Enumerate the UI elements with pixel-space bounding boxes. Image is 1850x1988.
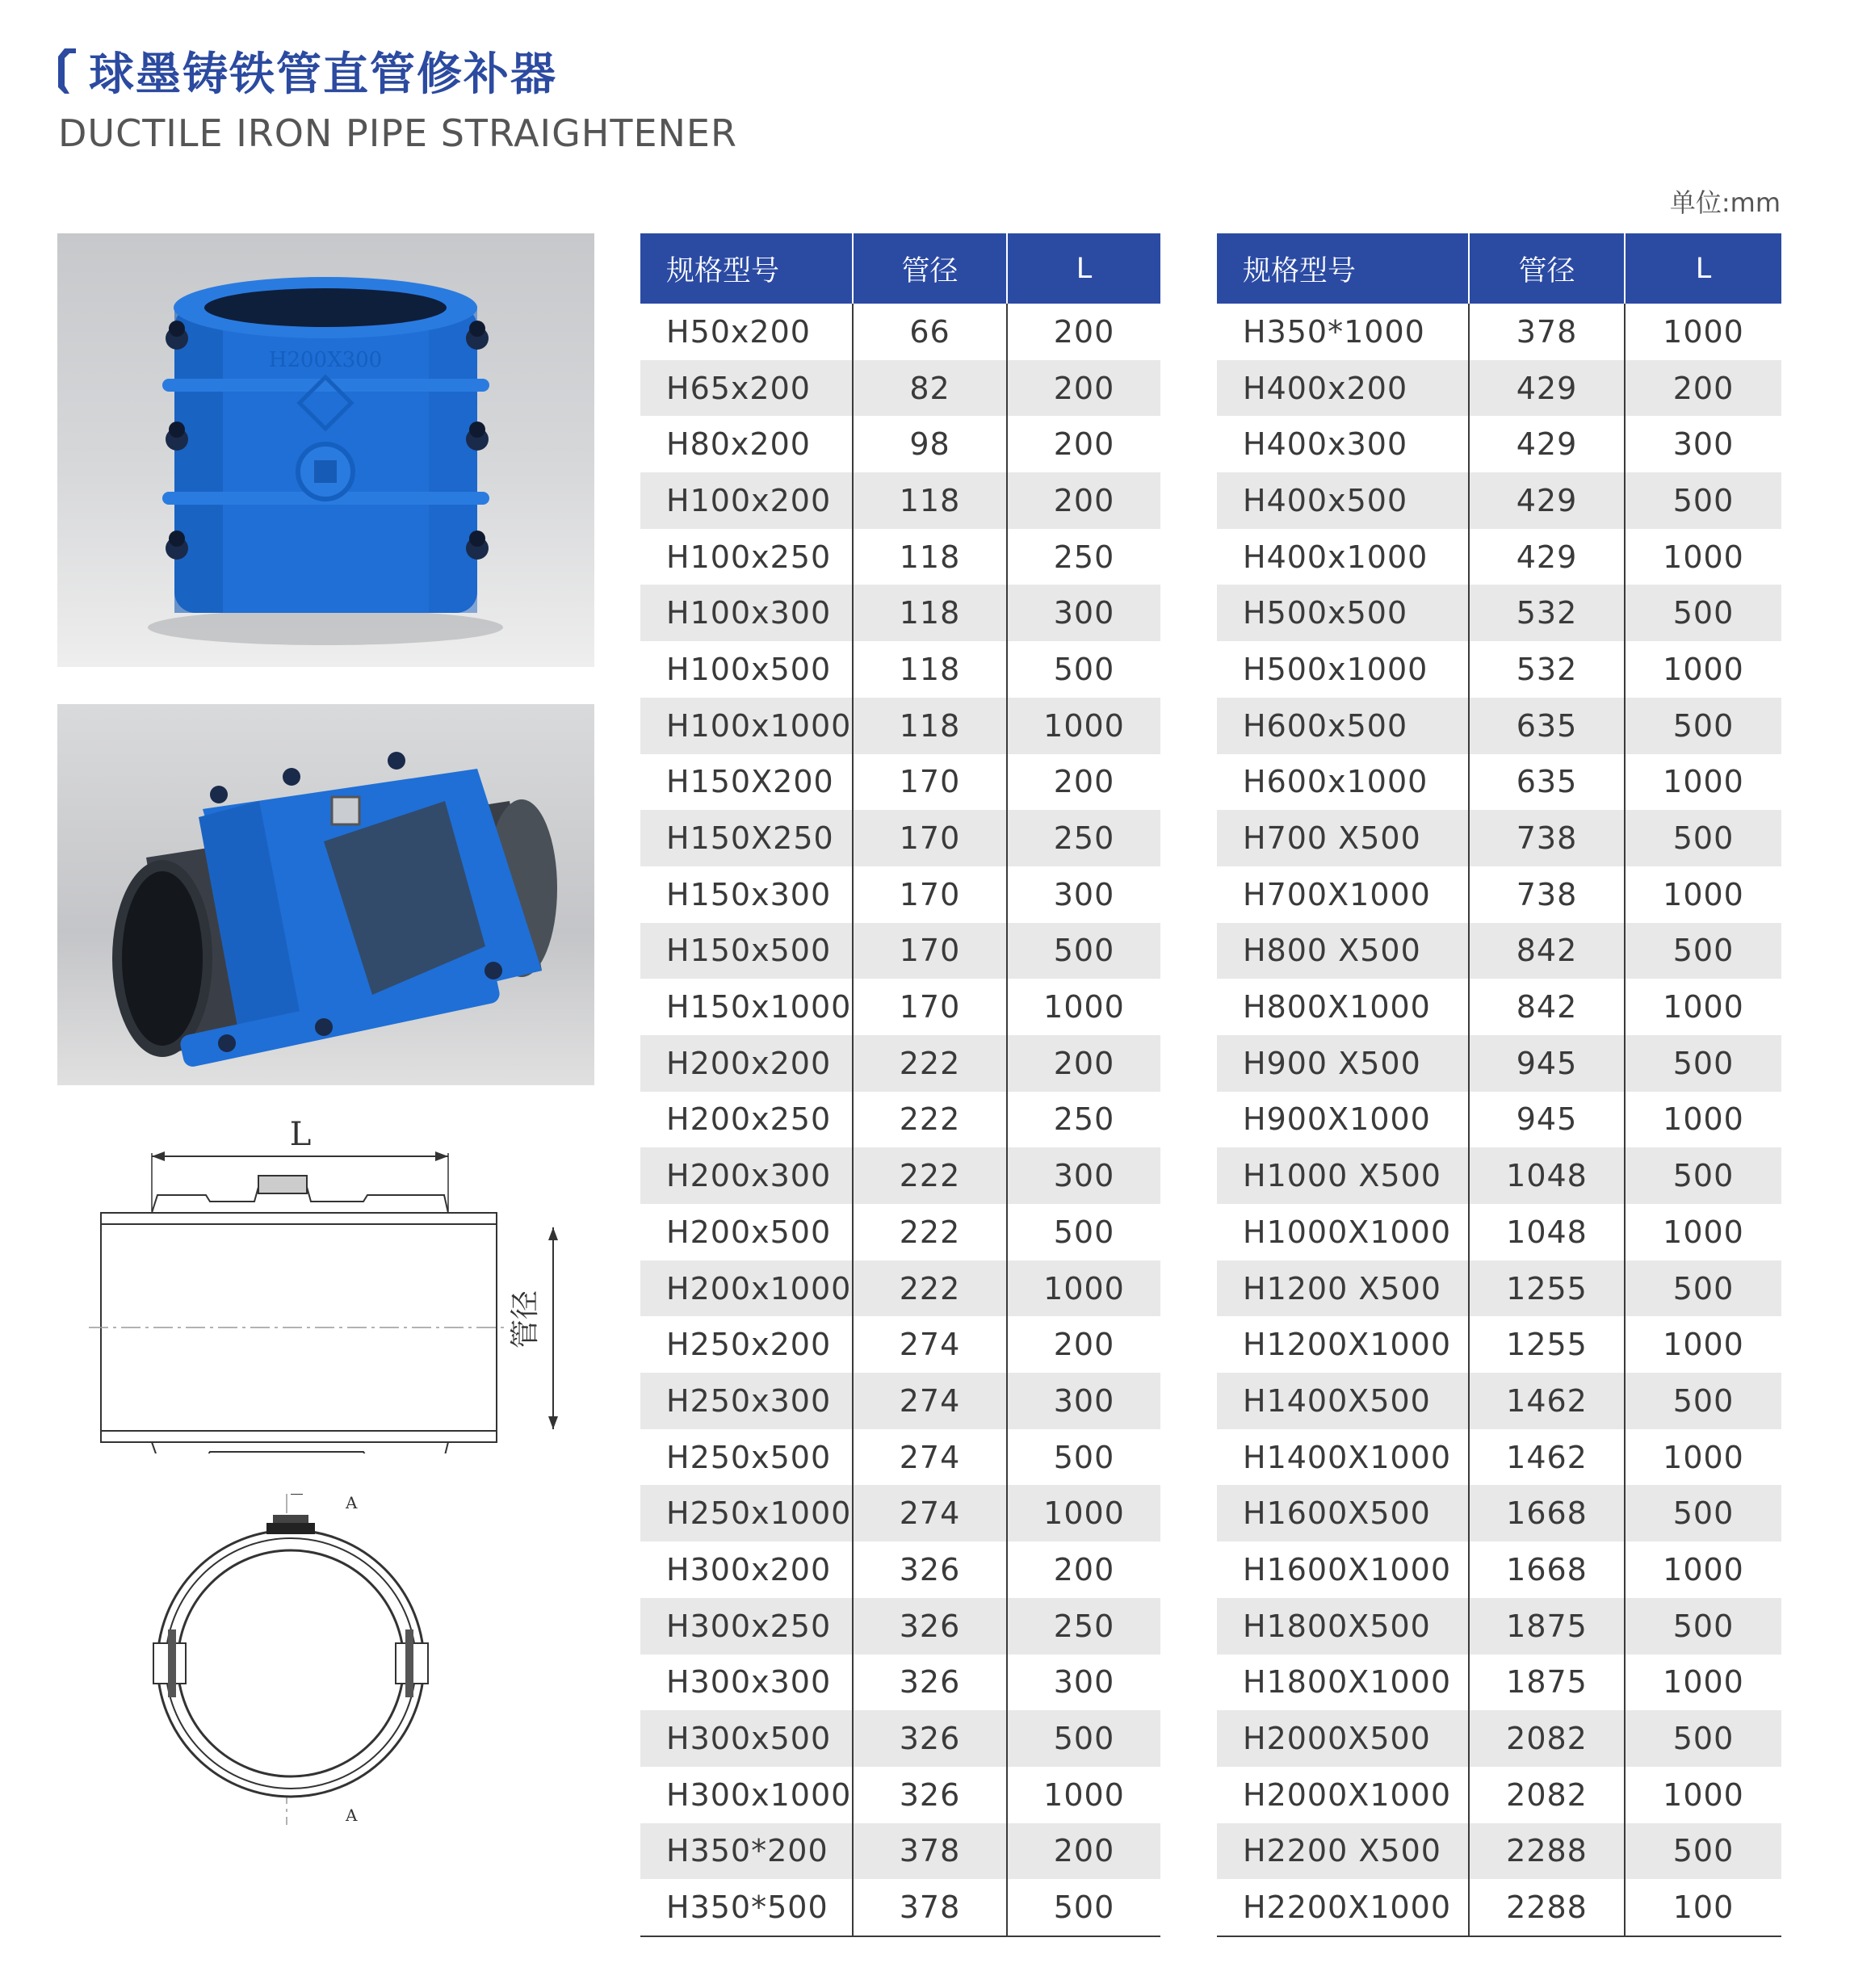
side-section-icon: [89, 1106, 589, 1453]
header-length: L: [1007, 233, 1160, 304]
cell-model: H350*500: [640, 1879, 853, 1936]
cell-diameter: 842: [1469, 923, 1625, 979]
cell-length: 500: [1625, 585, 1781, 641]
table-row: [640, 810, 1160, 866]
length-label: L: [289, 1116, 312, 1153]
header-diameter: 管径: [853, 233, 1007, 304]
table-row: [640, 1204, 1160, 1260]
cell-diameter: 170: [853, 979, 1007, 1035]
cell-model: H700X1000: [1217, 866, 1469, 923]
cell-model: H100x1000: [640, 698, 853, 754]
cell-model: H250x300: [640, 1373, 853, 1429]
cell-model: H600x1000: [1217, 754, 1469, 811]
cell-model: H100x300: [640, 585, 853, 641]
cell-diameter: 170: [853, 923, 1007, 979]
table-row: [1217, 754, 1781, 811]
table-row: [640, 754, 1160, 811]
cell-length: 500: [1625, 1147, 1781, 1204]
cell-diameter: 118: [853, 472, 1007, 529]
cell-diameter: 222: [853, 1035, 1007, 1092]
table-row: [640, 1147, 1160, 1204]
table-row: [640, 1260, 1160, 1317]
cell-model: H400x200: [1217, 360, 1469, 417]
header-length: L: [1625, 233, 1781, 304]
cell-model: H1600X1000: [1217, 1541, 1469, 1598]
cell-diameter: 1255: [1469, 1260, 1625, 1317]
table-row: [640, 923, 1160, 979]
cell-length: 1000: [1663, 313, 1744, 350]
cell-model: H100x250: [640, 529, 853, 585]
cell-model: H1200 X500: [1217, 1260, 1469, 1317]
header-diameter: 管径: [1469, 233, 1625, 304]
cell-model: H200x250: [640, 1092, 853, 1148]
table-row: [640, 641, 1160, 698]
cell-model: H200x200: [640, 1035, 853, 1092]
cell-model: H65x200: [640, 360, 853, 417]
cell-length: 1000: [1007, 1485, 1160, 1541]
side-section-drawing: [89, 1106, 589, 1453]
table-row: [640, 472, 1160, 529]
cell-diameter: 1048: [1469, 1204, 1625, 1260]
table-row: [1217, 1879, 1781, 1936]
cell-model: H400x500: [1217, 472, 1469, 529]
cell-diameter: 842: [1469, 979, 1625, 1035]
title-cn-row: [58, 39, 737, 103]
cell-length: 1000: [1663, 1214, 1744, 1250]
cell-diameter: 274: [853, 1429, 1007, 1486]
cell-model: H900X1000: [1217, 1092, 1469, 1148]
cell-length: 500: [1625, 472, 1781, 529]
cell-diameter: 429: [1469, 360, 1625, 417]
table-row: [640, 1035, 1160, 1092]
coupling-front-icon: [57, 233, 594, 667]
cell-length: 200: [1007, 1035, 1160, 1092]
cell-model: H200x300: [640, 1147, 853, 1204]
cell-diameter: 429: [1469, 416, 1625, 472]
cell-length: 1000: [1663, 876, 1744, 912]
cell-length: 200: [1053, 1327, 1115, 1363]
cell-diameter: 378: [853, 1823, 1007, 1880]
cell-model: H200x1000: [640, 1260, 853, 1317]
cell-model: H1800X1000: [1217, 1655, 1469, 1711]
cell-length: 1000: [1663, 764, 1744, 800]
cell-model: H800X1000: [1217, 979, 1469, 1035]
cell-diameter: 1875: [1469, 1655, 1625, 1711]
cell-model: H2000X500: [1217, 1710, 1469, 1767]
table-row: [1217, 1204, 1781, 1260]
cell-diameter: 82: [853, 360, 1007, 417]
cell-model: H300x200: [640, 1541, 853, 1598]
cell-diameter: 2082: [1469, 1710, 1625, 1767]
table-row: [1217, 810, 1781, 866]
cell-diameter: 429: [1469, 529, 1625, 585]
cell-diameter: 1462: [1469, 1373, 1625, 1429]
cell-diameter: 66: [853, 304, 1007, 360]
cell-model: H250x500: [640, 1429, 853, 1486]
table-row: [1217, 304, 1781, 360]
cell-model: H900 X500: [1217, 1035, 1469, 1092]
cell-model: H200x500: [640, 1204, 853, 1260]
cell-diameter: 1255: [1469, 1316, 1625, 1373]
table-row: [1217, 360, 1781, 417]
table-row: [1217, 1260, 1781, 1317]
table-row: [640, 1655, 1160, 1711]
cell-length: 200: [1625, 360, 1781, 417]
cell-diameter: 1668: [1469, 1541, 1625, 1598]
cell-length: 200: [1053, 426, 1115, 463]
cell-diameter: 326: [853, 1541, 1007, 1598]
cell-model: H1600X500: [1217, 1485, 1469, 1541]
table-row: [640, 866, 1160, 923]
cell-diameter: 2082: [1469, 1767, 1625, 1823]
table-row: [1217, 1767, 1781, 1823]
table-row: [1217, 641, 1781, 698]
cell-length: 1000: [1663, 1776, 1744, 1813]
cell-diameter: 170: [853, 866, 1007, 923]
table-row: [640, 416, 1160, 472]
cell-length: 1000: [1663, 1101, 1744, 1138]
table-row: [1217, 1147, 1781, 1204]
cell-model: H500x1000: [1217, 641, 1469, 698]
cell-length: 1000: [1663, 989, 1744, 1025]
table-row: [640, 1373, 1160, 1429]
cell-length: 300: [1007, 1147, 1160, 1204]
cell-model: H250x1000: [640, 1485, 853, 1541]
cell-model: H2200 X500: [1217, 1823, 1469, 1880]
table-row: [1217, 1598, 1781, 1655]
title-block: [58, 39, 737, 155]
cell-diameter: 222: [853, 1147, 1007, 1204]
cell-model: H350*200: [640, 1823, 853, 1880]
cross-section-drawing: [89, 1494, 493, 1833]
table-row: [1217, 698, 1781, 754]
cell-length: 500: [1625, 1035, 1781, 1092]
table-row: [640, 1092, 1160, 1148]
cell-diameter: 118: [853, 698, 1007, 754]
cell-length: 100: [1625, 1879, 1781, 1936]
cell-diameter: 98: [853, 416, 1007, 472]
cell-length: 500: [1007, 1710, 1160, 1767]
cell-model: H1400X1000: [1217, 1429, 1469, 1486]
cell-length: 1000: [1663, 1551, 1744, 1587]
cell-model: H700 X500: [1217, 810, 1469, 866]
table-row: [640, 1598, 1160, 1655]
cell-diameter: 635: [1469, 754, 1625, 811]
cell-model: H500x500: [1217, 585, 1469, 641]
cell-length: 1000: [1043, 989, 1125, 1025]
cell-length: 1000: [1663, 539, 1744, 575]
cross-section-icon: [89, 1494, 493, 1833]
cell-model: H80x200: [640, 416, 853, 472]
cell-model: H150X250: [640, 810, 853, 866]
cell-diameter: 222: [853, 1204, 1007, 1260]
cell-length: 300: [1007, 585, 1160, 641]
spec-table-right: [1217, 233, 1781, 1937]
cell-diameter: 429: [1469, 472, 1625, 529]
cell-diameter: 945: [1469, 1035, 1625, 1092]
cell-length: 300: [1053, 876, 1115, 912]
table-row: [1217, 979, 1781, 1035]
cell-model: H150x500: [640, 923, 853, 979]
cell-model: H1000X1000: [1217, 1204, 1469, 1260]
table-row: [1217, 585, 1781, 641]
table-row: [640, 1316, 1160, 1373]
table-row: [1217, 472, 1781, 529]
cell-diameter: 945: [1469, 1092, 1625, 1148]
coupling-marking: H200X300: [268, 348, 383, 372]
product-photo-installed: [57, 704, 594, 1085]
cell-model: H800 X500: [1217, 923, 1469, 979]
table-row: [1217, 529, 1781, 585]
cell-model: H150X200: [640, 754, 853, 811]
cell-model: H2200X1000: [1217, 1879, 1469, 1936]
table-row: [640, 979, 1160, 1035]
bracket-mark-icon: [58, 48, 76, 94]
cell-diameter: 1875: [1469, 1598, 1625, 1655]
cell-length: 500: [1053, 1439, 1115, 1475]
table-row: [640, 1767, 1160, 1823]
cell-diameter: 532: [1469, 641, 1625, 698]
cell-model: H400x300: [1217, 416, 1469, 472]
cell-diameter: 170: [853, 754, 1007, 811]
cell-diameter: 326: [853, 1655, 1007, 1711]
cell-model: H300x300: [640, 1655, 853, 1711]
table-row: [640, 304, 1160, 360]
cell-diameter: 378: [853, 1879, 1007, 1936]
cell-diameter: 274: [853, 1316, 1007, 1373]
section-label-top: A: [346, 1494, 358, 1512]
table-row: [640, 1485, 1160, 1541]
cell-diameter: 2288: [1469, 1879, 1625, 1936]
cell-length: 500: [1625, 698, 1781, 754]
table-row: [1217, 1373, 1781, 1429]
cell-diameter: 378: [1469, 304, 1625, 360]
cell-model: H350*1000: [1217, 304, 1469, 360]
section-label-bottom: A: [346, 1806, 358, 1825]
cell-length: 500: [1625, 1485, 1781, 1541]
table-row: [640, 1710, 1160, 1767]
cell-model: H400x1000: [1217, 529, 1469, 585]
cell-length: 1000: [1007, 1260, 1160, 1317]
title-english: DUCTILE IRON PIPE STRAIGHTENER: [58, 111, 737, 155]
table-row: [1217, 416, 1781, 472]
cell-length: 500: [1625, 810, 1781, 866]
cell-length: 250: [1053, 539, 1115, 575]
cell-model: H1400X500: [1217, 1373, 1469, 1429]
cell-length: 500: [1625, 1373, 1781, 1429]
cell-model: H1000 X500: [1217, 1147, 1469, 1204]
cell-diameter: 738: [1469, 866, 1625, 923]
table-row: [1217, 866, 1781, 923]
cell-length: 500: [1625, 923, 1781, 979]
table-row: [1217, 1316, 1781, 1373]
header-model: 规格型号: [1217, 233, 1469, 304]
table-row: [640, 1879, 1160, 1936]
cell-length: 250: [1007, 810, 1160, 866]
cell-length: 500: [1053, 1214, 1115, 1250]
cell-model: H100x500: [640, 641, 853, 698]
cell-length: 500: [1053, 651, 1115, 687]
coupling-installed-icon: [57, 704, 594, 1085]
cell-length: 300: [1007, 1373, 1160, 1429]
table-row: [1217, 1035, 1781, 1092]
cell-length: 500: [1625, 1823, 1781, 1880]
table-row: [640, 1823, 1160, 1880]
cell-length: 200: [1053, 764, 1115, 800]
cell-length: 250: [1053, 1101, 1115, 1138]
cell-model: H250x200: [640, 1316, 853, 1373]
cell-diameter: 222: [853, 1260, 1007, 1317]
product-photo-front: [57, 233, 594, 667]
cell-model: H2000X1000: [1217, 1767, 1469, 1823]
cell-diameter: 635: [1469, 698, 1625, 754]
cell-length: 500: [1007, 923, 1160, 979]
spec-table-left: [640, 233, 1160, 1937]
cell-length: 200: [1053, 1551, 1115, 1587]
cell-model: H300x1000: [640, 1767, 853, 1823]
cell-diameter: 2288: [1469, 1823, 1625, 1880]
cell-model: H100x200: [640, 472, 853, 529]
table-row: [1217, 923, 1781, 979]
table-row: [1217, 1429, 1781, 1486]
table-row: [1217, 1541, 1781, 1598]
cell-length: 300: [1672, 426, 1735, 463]
cell-length: 1000: [1663, 651, 1744, 687]
table-header-row: [1217, 233, 1781, 304]
cell-diameter: 222: [853, 1092, 1007, 1148]
cell-model: H150x1000: [640, 979, 853, 1035]
cell-length: 250: [1007, 1598, 1160, 1655]
cell-diameter: 326: [853, 1598, 1007, 1655]
unit-label: 单位:mm: [1669, 187, 1781, 218]
cell-model: H50x200: [640, 304, 853, 360]
cell-length: 1000: [1663, 1664, 1744, 1701]
diameter-label: 管径: [509, 1290, 542, 1348]
title-chinese: 球墨铸铁管直管修补器: [89, 48, 557, 101]
cell-length: 200: [1007, 472, 1160, 529]
cell-length: 300: [1053, 1664, 1115, 1701]
cell-model: H300x250: [640, 1598, 853, 1655]
cell-length: 200: [1007, 360, 1160, 417]
cell-diameter: 118: [853, 529, 1007, 585]
cell-diameter: 532: [1469, 585, 1625, 641]
table-row: [640, 1429, 1160, 1486]
cell-diameter: 326: [853, 1710, 1007, 1767]
table-row: [640, 360, 1160, 417]
cell-diameter: 1462: [1469, 1429, 1625, 1486]
cell-length: 1000: [1043, 1776, 1125, 1813]
cell-length: 500: [1625, 1710, 1781, 1767]
cell-diameter: 274: [853, 1485, 1007, 1541]
table-row: [640, 529, 1160, 585]
cell-model: H1200X1000: [1217, 1316, 1469, 1373]
cell-length: 1000: [1663, 1439, 1744, 1475]
cell-model: H300x500: [640, 1710, 853, 1767]
cell-length: 200: [1007, 1823, 1160, 1880]
table-header-row: [640, 233, 1160, 304]
table-row: [1217, 1485, 1781, 1541]
cell-diameter: 326: [853, 1767, 1007, 1823]
cell-model: H600x500: [1217, 698, 1469, 754]
table-row: [1217, 1823, 1781, 1880]
table-row: [640, 585, 1160, 641]
header-model: 规格型号: [640, 233, 853, 304]
cell-diameter: 274: [853, 1373, 1007, 1429]
table-row: [1217, 1092, 1781, 1148]
cell-diameter: 170: [853, 810, 1007, 866]
table-row: [1217, 1710, 1781, 1767]
table-row: [1217, 1655, 1781, 1711]
cell-diameter: 1668: [1469, 1485, 1625, 1541]
cell-diameter: 118: [853, 641, 1007, 698]
cell-length: 1000: [1663, 1327, 1744, 1363]
cell-diameter: 738: [1469, 810, 1625, 866]
cell-length: 500: [1007, 1879, 1160, 1936]
cell-length: 1000: [1007, 698, 1160, 754]
cell-diameter: 1048: [1469, 1147, 1625, 1204]
table-row: [640, 1541, 1160, 1598]
cell-length: 200: [1053, 313, 1115, 350]
cell-diameter: 118: [853, 585, 1007, 641]
cell-length: 500: [1625, 1598, 1781, 1655]
cell-length: 500: [1625, 1260, 1781, 1317]
table-row: [640, 698, 1160, 754]
cell-model: H1800X500: [1217, 1598, 1469, 1655]
cell-model: H150x300: [640, 866, 853, 923]
